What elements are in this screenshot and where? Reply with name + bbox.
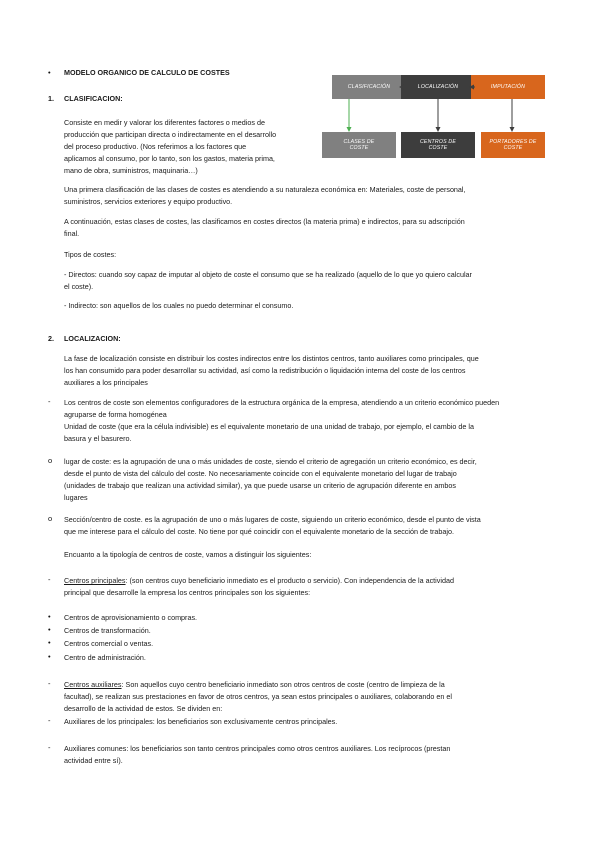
diagram-box-clasificacion: CLASIFICACIÓN bbox=[332, 75, 406, 99]
section1-p1-line: Una primera clasificación de las clases de costes es atendiendo a su naturaleza económica en: Materiales, coste de personal, bbox=[64, 185, 466, 194]
lugar-line: lugar de coste: es la agrupación de una o más unidades de coste, siendo el criterio de agregación un criterio económico, es decir, bbox=[64, 457, 477, 466]
indirectos-line: - Indirecto: son aquellos de los cuales no puedo determinar el consumo. bbox=[64, 301, 294, 310]
centros-definition-line: agruparse de forma homogénea bbox=[64, 410, 167, 419]
aux-comunes-line: actividad entre sí). bbox=[64, 756, 123, 765]
principales-line bbox=[64, 575, 454, 588]
principales-title: Centros principales bbox=[64, 576, 126, 585]
tipologia-line: Encuanto a la tipología de centros de coste, vamos a distinguir los siguientes: bbox=[64, 550, 312, 559]
diagram-box-centros-label: CENTROS DE COSTE bbox=[419, 138, 456, 151]
aux-comunes-line: Auxiliares comunes: los beneficiarios son tanto centros principales como otros centros auxiliares. Los recíprocos (prestan bbox=[64, 744, 451, 753]
circle-bullet: o bbox=[48, 514, 53, 523]
dash-bullet: - bbox=[48, 575, 51, 584]
lugar-line: desde el punto de vista del cálculo del coste. No necesariamente coincide con el equivalente monetario del lugar de trabajo bbox=[64, 469, 457, 478]
list-bullet: • bbox=[48, 612, 51, 621]
auxiliares-title: Centros auxiliares bbox=[64, 680, 122, 689]
dash-bullet: - bbox=[48, 679, 51, 688]
list-item: Centros comercial o ventas. bbox=[64, 639, 154, 648]
unidad-line: basura y el basurero. bbox=[64, 434, 132, 443]
seccion-line: Sección/centro de coste. es la agrupación de uno o más lugares de coste, siguiendo un criterio económico, desde el punto de vista bbox=[64, 515, 481, 524]
list-bullet: • bbox=[48, 652, 51, 661]
aux-principales-line: Auxiliares de los principales: los beneficiarios son exclusivamente centros principales. bbox=[64, 717, 338, 726]
section2-p1-line: auxiliares a los principales bbox=[64, 378, 148, 387]
auxiliares-line: desarrollo de la actividad de estos. Se dividen en: bbox=[64, 704, 223, 713]
intro-line: aplicamos al consumo, por lo tanto, son los gastos, materia prima, bbox=[64, 154, 275, 163]
principales-text: : (son centros cuyo beneficiario inmediato es el producto o servicio). Con independencia de la actividad bbox=[125, 576, 454, 585]
list-bullet: • bbox=[48, 625, 51, 634]
centros-definition-line: Los centros de coste son elementos configuradores de la estructura orgánica de la empresa, atendiendo a un criterio económico pueden bbox=[64, 398, 500, 407]
dash-bullet: - bbox=[48, 743, 51, 752]
section2-heading: LOCALIZACION: bbox=[64, 334, 121, 343]
intro-line: mano de obra, suministros, maquinaria…) bbox=[64, 166, 198, 175]
dash-bullet: - bbox=[48, 716, 51, 725]
lugar-line: (unidades de trabajo que realizan una actividad similar), ya que puede usarse un criterio de agrupación diferente en ambos bbox=[64, 481, 456, 490]
auxiliares-line bbox=[64, 679, 445, 692]
section2-p1-line: La fase de localización consiste en distribuir los costes indirectos entre los distintos centros, tanto auxiliares como principales, que bbox=[64, 354, 479, 363]
unidad-line: Unidad de coste (que era la célula indivisible) es el equivalente monetario de una unidad de trabajo, por ejemplo, el cambio de la bbox=[64, 422, 474, 431]
lugar-line: lugares bbox=[64, 493, 88, 502]
diagram-box-localizacion: LOCALIZACIÓN bbox=[401, 75, 475, 99]
list-item: Centro de administración. bbox=[64, 653, 146, 662]
seccion-line: que me interese para el cálculo del coste. No tiene por qué coincidir con el equivalente monetario de la sección de trabajo. bbox=[64, 527, 454, 536]
section1-number: 1. bbox=[48, 94, 54, 103]
list-bullet: • bbox=[48, 638, 51, 647]
section2-p1-line: los han consumido para poder desarrollar su actividad, así como la redistribución o liquidación interna del coste de los centros bbox=[64, 366, 466, 375]
list-item: Centros de aprovisionamiento o compras. bbox=[64, 613, 198, 622]
auxiliares-text: : Son aquellos cuyo centro beneficiario inmediato son otros centros de coste (centro de limpieza de la bbox=[121, 680, 445, 689]
principales-line: principal que desarrolle la empresa los centros principales son los siguientes: bbox=[64, 588, 311, 597]
types-label: Tipos de costes: bbox=[64, 250, 117, 259]
title-bullet: • bbox=[48, 68, 51, 77]
section1-p2-line: A continuación, estas clases de costes, las clasificamos en costes directos (la materia prima) e indirectos, para su adscripción bbox=[64, 217, 465, 226]
diagram-box-portadores-label: PORTADORES DE COSTE bbox=[489, 138, 537, 151]
dash-bullet: - bbox=[48, 397, 51, 406]
section1-heading: CLASIFICACION: bbox=[64, 94, 123, 103]
intro-line: producción que participan directa o indirectamente en el desarrollo bbox=[64, 130, 277, 139]
page-title: MODELO ORGANICO DE CALCULO DE COSTES bbox=[64, 68, 230, 77]
directos-line: - Directos: cuando soy capaz de imputar al objeto de coste el consumo que se ha realizado (aquello de lo que yo quiero calcular bbox=[64, 270, 472, 279]
section2-number: 2. bbox=[48, 334, 54, 343]
auxiliares-line: facultad), se realizan sus prestaciones en favor de otros centros, ya sean estos principales o auxiliares, colaborando en el bbox=[64, 692, 452, 701]
intro-line: del proceso productivo. (Nos referimos a los factores que bbox=[64, 142, 247, 151]
section1-p2-line: final. bbox=[64, 229, 80, 238]
section1-p1-line: suministros, servicios exteriores y equipo productivo. bbox=[64, 197, 233, 206]
circle-bullet: o bbox=[48, 456, 53, 465]
directos-line: el coste). bbox=[64, 282, 94, 291]
intro-line: Consiste en medir y valorar los diferentes factores o medios de bbox=[64, 118, 265, 127]
diagram-box-imputacion: IMPUTACIÓN bbox=[471, 75, 545, 99]
list-item: Centros de transformación. bbox=[64, 626, 151, 635]
diagram-box-clases-label: CLASES DE COSTE bbox=[343, 138, 375, 151]
